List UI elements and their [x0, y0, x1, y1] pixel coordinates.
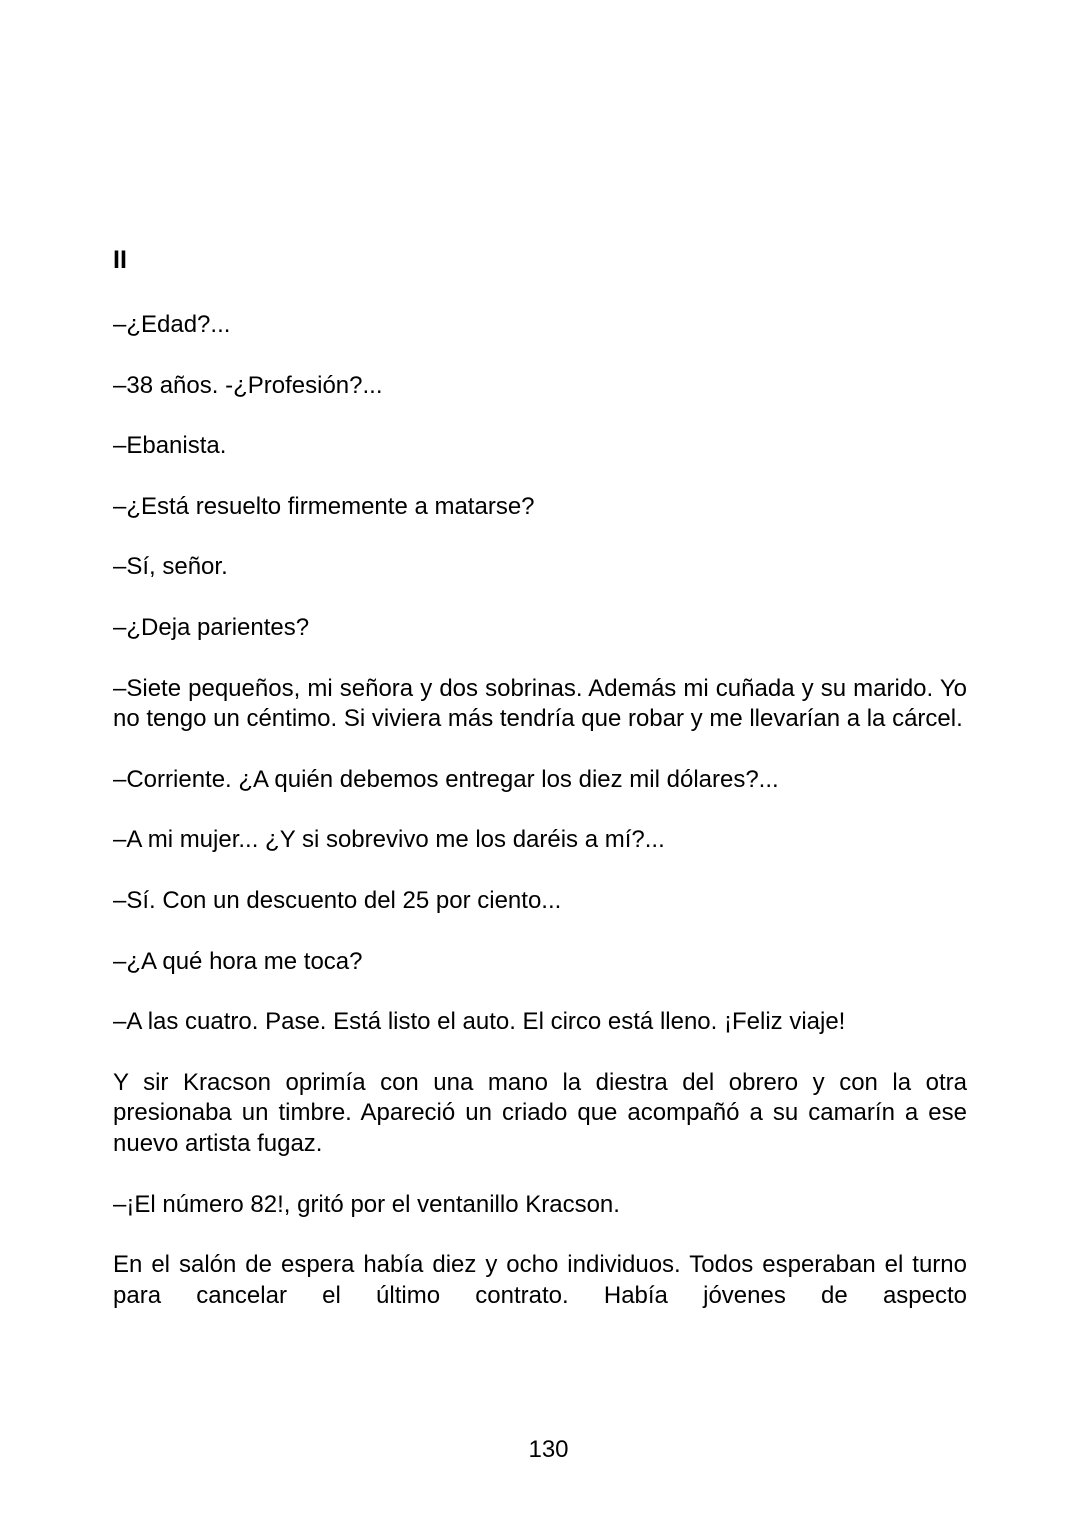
paragraph: –¿Deja parientes? [113, 613, 310, 641]
paragraph: –¡El número 82!, gritó por el ventanillo Kracson. [113, 1190, 620, 1218]
paragraph: –¿Está resuelto firmemente a matarse? [113, 492, 535, 520]
paragraph: –Corriente. ¿A quién debemos entregar los diez mil dólares?... [113, 765, 779, 793]
paragraph: –Sí. Con un descuento del 25 por ciento... [113, 886, 562, 914]
paragraph: –Ebanista. [113, 432, 227, 460]
page-number: 130 [528, 1436, 569, 1463]
body-text [113, 310, 967, 1341]
paragraph: –A las cuatro. Pase. Está listo el auto. El circo está lleno. ¡Feliz viaje! [113, 1008, 846, 1036]
paragraph: –Sí, señor. [113, 553, 228, 581]
paragraph: –Siete pequeños, mi señora y dos sobrinas. Además mi cuñada y su marido. Yo no tengo un céntimo. Si viviera más tendría que robar y me llevarían a la cárcel. [113, 674, 967, 733]
paragraph: –A mi mujer... ¿Y si sobrevivo me los daréis a mí?... [113, 826, 665, 854]
paragraph: –¿A qué hora me toca? [113, 947, 363, 975]
chapter-heading: II [113, 246, 127, 274]
paragraph: –38 años. -¿Profesión?... [113, 371, 383, 399]
paragraph: Y sir Kracson oprimía con una mano la diestra del obrero y con la otra presionaba un timbre. Apareció un criado que acompañó a su camarín a ese nuevo artista fugaz. [113, 1068, 967, 1157]
paragraph: En el salón de espera había diez y ocho individuos. Todos esperaban el turno para cancelar el último contrato. Había jóvenes de aspecto [113, 1251, 967, 1309]
paragraph: –¿Edad?... [113, 311, 231, 338]
